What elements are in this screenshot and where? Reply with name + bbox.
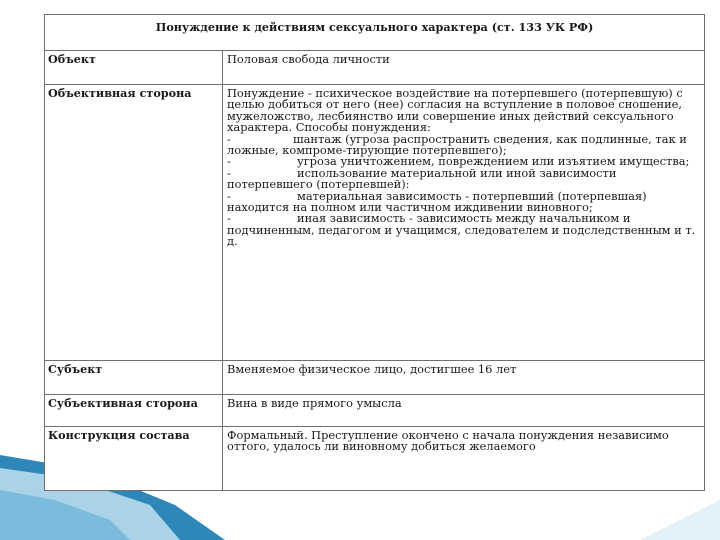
method-item: - иная зависимость - зависимость между начальником и подчиненным, педагогом и учащимся, следователем и подследственным и т. д. xyxy=(227,211,696,249)
table-row xyxy=(45,85,705,361)
row-value-objective-side xyxy=(223,85,705,361)
row-label-subjective-side: Субъективная сторона xyxy=(45,395,223,427)
row-value-subject: Вменяемое физическое лицо, достигшее 16 лет xyxy=(223,361,705,395)
row-label-subject: Субъект xyxy=(45,361,223,395)
article-133-table xyxy=(44,14,705,491)
method-item: - угроза уничтожением, повреждением или изъятием имущества; xyxy=(227,154,690,169)
method-item: - использование материальной или иной зависимости потерпевшего (потерпевшей): xyxy=(227,165,617,192)
table-header-row xyxy=(45,15,705,51)
row-value-object: Половая свобода личности xyxy=(223,51,705,85)
row-label-construction: Конструкция состава xyxy=(45,427,223,491)
row-value-subjective-side: Вина в виде прямого умысла xyxy=(223,395,705,427)
table-row xyxy=(45,395,705,427)
table-row xyxy=(45,427,705,491)
table-row xyxy=(45,51,705,85)
table-row xyxy=(45,361,705,395)
method-item: - шантаж (угроза распространить сведения, как подлинные, так и ложные, компроме-тирующие потерпевшего); xyxy=(227,131,687,158)
row-label-object: Объект xyxy=(45,51,223,85)
method-item: - материальная зависимость - потерпевший (потерпевшая) находится на полном или частичном иждивении виновного; xyxy=(227,188,647,215)
table-title: Понуждение к действиям сексуального характера (ст. 133 УК РФ) xyxy=(45,15,705,51)
row-label-objective-side: Объективная сторона xyxy=(45,85,223,361)
deco-corner-right xyxy=(640,500,720,540)
row-value-construction: Формальный. Преступление окончено с начала понуждения независимо оттого, удалось ли виновному добиться желаемого xyxy=(223,427,705,491)
objective-side-intro: Понуждение - психическое воздействие на потерпевшего (потерпевшую) с целью добиться от него (нее) согласия на вступление в половое сношение, мужеложство, лесбиянство или совершение иных действий сексуального характера. Способы понуждения: xyxy=(227,86,683,135)
